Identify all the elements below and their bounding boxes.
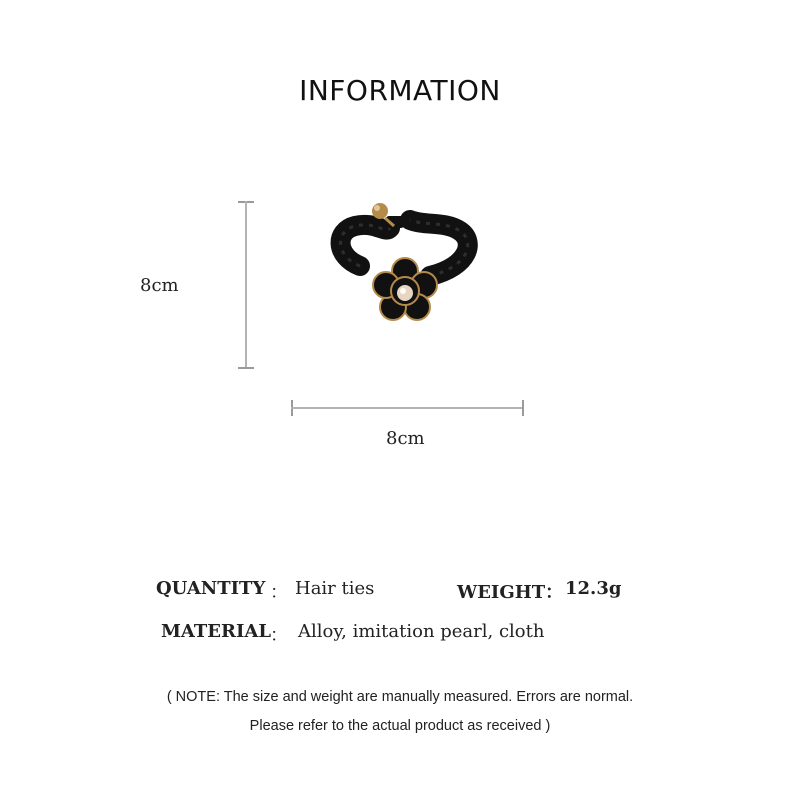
note-line-2: Please refer to the actual product as received ) [249,718,551,734]
material-separator: ： [270,625,288,646]
width-ruler [291,398,524,418]
note-line-1: ( NOTE: The size and weight are manually measured. Errors are normal. [166,689,634,705]
weight-key: WEIGHT： [457,582,564,603]
quantity-key: QUANTITY [156,578,266,599]
height-dimension-label: 8cm [140,275,179,296]
material-key: MATERIAL [161,621,272,642]
page-title: INFORMATION [299,74,501,107]
quantity-separator: ： [270,582,288,603]
height-ruler [236,201,256,369]
material-value: Alloy, imitation pearl, cloth [298,621,545,642]
width-dimension-label: 8cm [386,428,425,449]
weight-value: 12.3g [565,578,622,599]
hair-tie-product-image [330,196,480,331]
quantity-value: Hair ties [295,578,375,599]
